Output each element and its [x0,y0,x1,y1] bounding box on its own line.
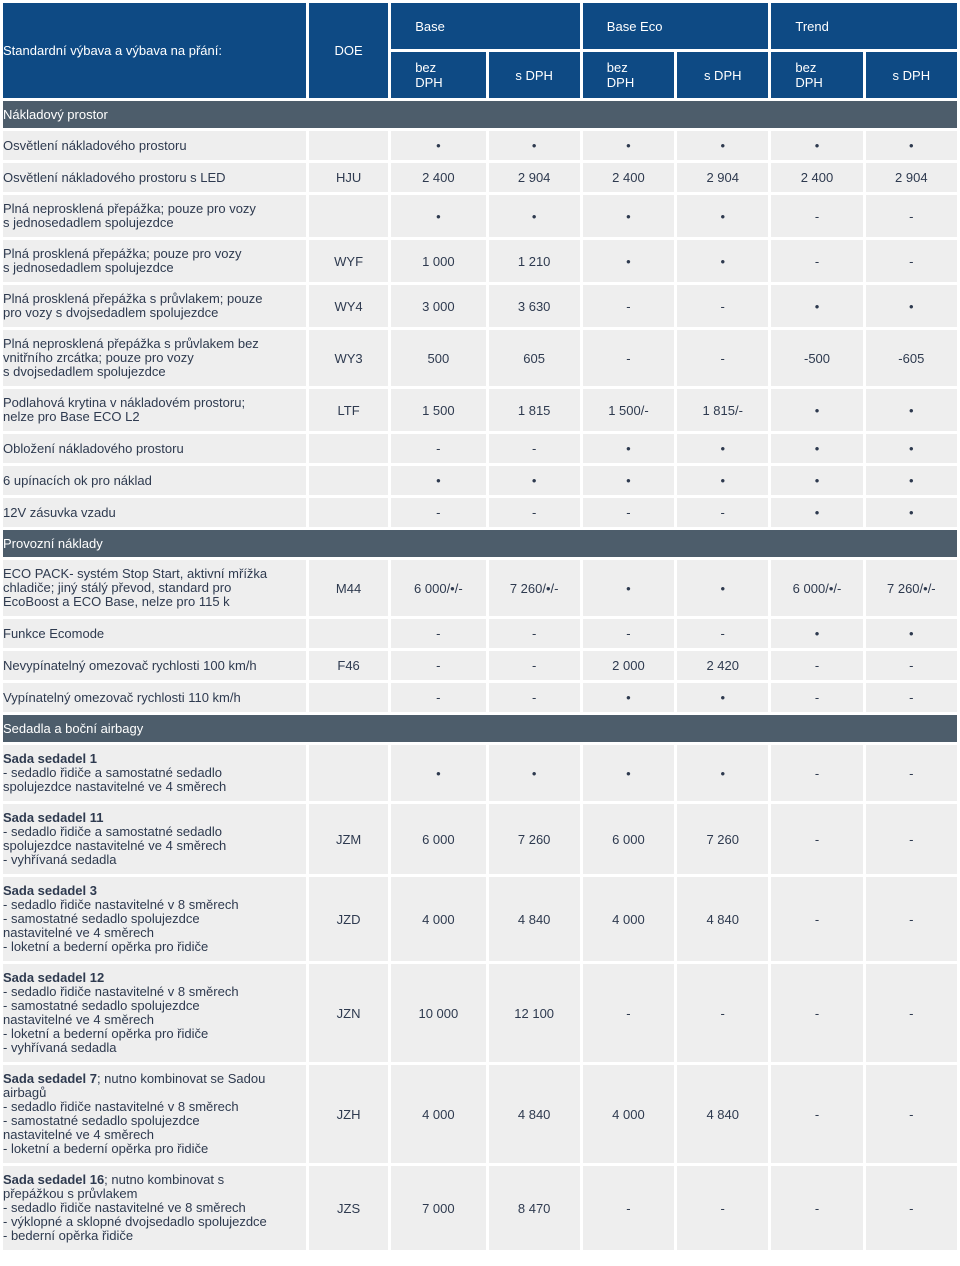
price-cell: • [771,434,862,463]
seat-pack-note: ; nutno kombinovat se Sadou [96,1071,266,1086]
price-cell: • [391,131,485,160]
feature-label-line: - sedadlo řidiče nastavitelné v 8 směrech [3,897,239,912]
price-cell: • [583,745,674,801]
price-cell: - [866,877,957,961]
feature-label [3,1065,306,1163]
price-cell: 4 000 [391,877,485,961]
price-cell: 500 [391,330,485,386]
feature-label-line: - loketní a bederní opěrka pro řidiče [3,1141,209,1156]
feature-label [3,619,306,648]
feature-label-line: Plná prosklená přepážka s průvlakem; pouze [3,291,263,306]
doe-code: JZM [309,804,388,874]
price-cell: - [866,683,957,712]
doe-code: HJU [309,163,388,192]
price-cell: 1 815/- [677,389,768,431]
price-cell: 2 904 [866,163,957,192]
price-cell: • [771,285,862,327]
feature-label [3,804,306,874]
feature-label-line: pro vozy s dvojsedadlem spolujezdce [3,305,219,320]
feature-label-line: - sedadlo řidiče a samostatné sedadlo [3,824,222,839]
feature-label [3,163,306,192]
feature-label-line: s jednosedadlem spolujezdce [3,260,174,275]
price-cell: - [583,619,674,648]
feature-label-line: Podlahová krytina v nákladovém prostoru; [3,395,246,410]
price-cell: - [677,498,768,527]
feature-label [3,240,306,282]
price-cell: - [866,195,957,237]
doe-code [309,466,388,495]
price-cell: • [771,498,862,527]
feature-label-line: nelze pro Base ECO L2 [3,409,140,424]
price-cell: 6 000 [583,804,674,874]
feature-label-line: - vyhřívaná sedadla [3,1040,117,1055]
feature-label-line: - sedadlo řidiče nastavitelné ve 8 směrech [3,1200,246,1215]
feature-label [3,1166,306,1250]
price-cell: • [677,560,768,616]
table-row [3,964,957,1062]
price-cell: - [391,651,485,680]
group-header-base-eco: Base Eco [583,3,769,49]
seat-pack-heading [3,884,306,898]
seat-pack-heading [3,1173,306,1187]
feature-label-line: přepážkou s průvlakem [3,1186,138,1201]
doe-code: WY4 [309,285,388,327]
price-cell: - [866,651,957,680]
price-cell: • [391,745,485,801]
price-cell: - [677,285,768,327]
price-cell: • [866,285,957,327]
table-row [3,466,957,495]
s-dph-header: s DPH [677,52,768,98]
price-cell: 2 420 [677,651,768,680]
feature-label [3,131,306,160]
price-cell: 2 400 [583,163,674,192]
table-row [3,389,957,431]
feature-label-line: - sedadlo řidiče nastavitelné v 8 směrech [3,1099,239,1114]
doe-code: JZD [309,877,388,961]
price-cell: - [489,651,580,680]
table-row [3,240,957,282]
feature-label-line: Nevypínatelný omezovač rychlosti 100 km/h [3,657,257,673]
table-body [3,101,957,1250]
section-title: Nákladový prostor [3,101,957,128]
price-cell: 7 260 [489,804,580,874]
price-cell: 1 500/- [583,389,674,431]
price-cell: 605 [489,330,580,386]
price-cell: 2 904 [677,163,768,192]
price-cell: 10 000 [391,964,485,1062]
price-cell: - [771,240,862,282]
price-cell: - [771,651,862,680]
price-cell: 2 904 [489,163,580,192]
feature-label [3,389,306,431]
feature-label-line: ECO PACK- systém Stop Start, aktivní mřížka [3,566,268,581]
price-cell: - [771,964,862,1062]
price-cell: 1 000 [391,240,485,282]
feature-label-line: Osvětlení nákladového prostoru [3,137,187,153]
group-header-base: Base [391,3,580,49]
feature-label-line: 6 upínacích ok pro náklad [3,472,152,488]
section-header-row [3,101,957,128]
doe-code [309,434,388,463]
doe-code: JZN [309,964,388,1062]
price-cell: • [771,389,862,431]
price-cell: 12 100 [489,964,580,1062]
price-cell: • [583,683,674,712]
price-cell: 6 000 [391,804,485,874]
table-row [3,1166,957,1250]
table-row [3,163,957,192]
table-row [3,619,957,648]
feature-label-line: - výklopné a sklopné dvojsedadlo spolujezdce [3,1214,267,1229]
table-row [3,683,957,712]
feature-label-line: s jednosedadlem spolujezdce [3,215,174,230]
feature-label [3,466,306,495]
price-cell: - [866,1166,957,1250]
price-cell: - [771,195,862,237]
s-dph-header: s DPH [866,52,957,98]
feature-label-line: - samostatné sedadlo spolujezdce [3,911,200,926]
seat-pack-note: ; nutno kombinovat s [104,1172,225,1187]
feature-label [3,195,306,237]
price-cell: - [583,330,674,386]
price-cell: - [866,240,957,282]
price-cell: • [866,619,957,648]
bez-dph-header: bez DPH [771,52,862,98]
feature-label-line: Plná prosklená přepážka; pouze pro vozy [3,246,242,261]
feature-label [3,877,306,961]
table-row [3,131,957,160]
price-cell: - [489,683,580,712]
price-cell: 4 000 [391,1065,485,1163]
price-cell: - [866,1065,957,1163]
price-cell: - [583,1166,674,1250]
doe-code: WYF [309,240,388,282]
price-cell: 3 630 [489,285,580,327]
doe-code [309,683,388,712]
section-title: Sedadla a boční airbagy [3,715,957,742]
price-cell: • [391,466,485,495]
bez-dph-header: bez DPH [583,52,674,98]
table-row [3,745,957,801]
seat-pack-heading [3,971,306,985]
price-cell: - [583,498,674,527]
seat-pack-heading [3,811,306,825]
feature-label-line: - samostatné sedadlo spolujezdce [3,998,200,1013]
price-cell: 2 400 [771,163,862,192]
price-cell: 4 840 [489,877,580,961]
price-cell: 1 500 [391,389,485,431]
price-cell: 2 400 [391,163,485,192]
seat-pack-heading [3,752,306,766]
section-header-row [3,530,957,557]
seat-pack-name: Sada sedadel 3 [3,883,97,898]
price-cell: 4 000 [583,877,674,961]
table-row [3,434,957,463]
feature-label-line: - loketní a bederní opěrka pro řidiče [3,939,209,954]
price-cell: - [489,498,580,527]
seat-pack-name: Sada sedadel 7 [3,1071,97,1086]
doe-code: JZH [309,1065,388,1163]
price-cell: -605 [866,330,957,386]
price-cell: • [489,195,580,237]
feature-label-line: - samostatné sedadlo spolujezdce [3,1113,200,1128]
table-row [3,285,957,327]
price-cell: • [677,745,768,801]
doe-code [309,745,388,801]
price-cell: - [677,1166,768,1250]
price-cell: - [771,804,862,874]
price-cell: 3 000 [391,285,485,327]
doe-code: WY3 [309,330,388,386]
price-cell: • [771,466,862,495]
feature-label [3,745,306,801]
price-cell: 8 470 [489,1166,580,1250]
table-row [3,498,957,527]
price-cell: - [677,330,768,386]
price-cell: • [489,131,580,160]
feature-label-line: Vypínatelný omezovač rychlosti 110 km/h [3,689,241,705]
seat-pack-heading [3,1072,306,1086]
price-cell: • [583,434,674,463]
feature-label-line: nastavitelné ve 4 směrech [3,925,155,940]
feature-label [3,651,306,680]
feature-label-line: nastavitelné ve 4 směrech [3,1012,155,1027]
price-cell: 7 000 [391,1166,485,1250]
table-row [3,804,957,874]
price-cell: - [866,804,957,874]
price-cell: • [866,498,957,527]
table-row [3,560,957,616]
feature-label-line: nastavitelné ve 4 směrech [3,1127,155,1142]
feature-label-line: Obložení nákladového prostoru [3,440,184,456]
price-cell: 1 210 [489,240,580,282]
price-cell: 4 840 [677,877,768,961]
price-cell: 7 260/•/- [866,560,957,616]
price-cell: • [583,466,674,495]
price-cell: • [583,195,674,237]
feature-label-line: s dvojsedadlem spolujezdce [3,364,166,379]
price-cell: • [391,195,485,237]
price-cell: - [391,619,485,648]
price-cell: • [677,131,768,160]
feature-label-line: spolujezdce nastavitelné ve 4 směrech [3,838,227,853]
seat-pack-name: Sada sedadel 1 [3,751,97,766]
price-cell: 6 000/•/- [391,560,485,616]
price-cell: • [677,683,768,712]
price-cell: - [866,745,957,801]
price-cell: - [583,964,674,1062]
section-header-row [3,715,957,742]
price-cell: - [771,1166,862,1250]
price-cell: - [677,619,768,648]
feature-label-line: Funkce Ecomode [3,625,105,641]
price-cell: - [391,683,485,712]
price-cell: - [771,683,862,712]
doe-code: M44 [309,560,388,616]
price-cell: 7 260 [677,804,768,874]
price-cell: • [866,389,957,431]
price-cell: • [677,240,768,282]
price-cell: 4 840 [677,1065,768,1163]
bez-dph-header: bez DPH [391,52,485,98]
feature-label-line: - loketní a bederní opěrka pro řidiče [3,1026,209,1041]
doe-column-header: DOE [309,3,388,98]
table-row [3,651,957,680]
price-cell: 4 840 [489,1065,580,1163]
feature-label [3,683,306,712]
feature-label [3,964,306,1062]
feature-label [3,330,306,386]
price-cell: - [771,1065,862,1163]
price-cell: - [583,285,674,327]
feature-label-line: airbagů [3,1085,47,1100]
table-row [3,1065,957,1163]
price-cell: • [489,466,580,495]
s-dph-header: s DPH [489,52,580,98]
price-cell: • [677,434,768,463]
doe-code [309,131,388,160]
feature-label-line: spolujezdce nastavitelné ve 4 směrech [3,779,227,794]
price-cell: • [583,131,674,160]
feature-label-line: - bederní opěrka řidiče [3,1228,134,1243]
price-cell: 4 000 [583,1065,674,1163]
feature-label-line: vnitřního zrcátka; pouze pro vozy [3,350,194,365]
feature-label [3,560,306,616]
doe-code: LTF [309,389,388,431]
feature-label-line: Plná neprosklená přepážka s průvlakem bez [3,336,259,351]
table-title: Standardní výbava a výbava na přání: [3,3,306,98]
price-cell: • [866,131,957,160]
table-row [3,877,957,961]
price-cell: - [677,964,768,1062]
table-row [3,195,957,237]
section-title: Provozní náklady [3,530,957,557]
price-cell: - [771,745,862,801]
doe-code [309,498,388,527]
seat-pack-name: Sada sedadel 12 [3,970,105,985]
feature-label [3,285,306,327]
feature-label [3,498,306,527]
seat-pack-name: Sada sedadel 11 [3,810,104,825]
doe-code [309,619,388,648]
doe-code [309,195,388,237]
seat-pack-name: Sada sedadel 16 [3,1172,105,1187]
price-cell: • [677,195,768,237]
price-cell: 6 000/•/- [771,560,862,616]
table-row [3,330,957,386]
price-cell: -500 [771,330,862,386]
price-cell: 2 000 [583,651,674,680]
price-cell: • [771,131,862,160]
price-cell: • [771,619,862,648]
price-cell: - [391,498,485,527]
price-cell: - [391,434,485,463]
price-cell: • [583,240,674,282]
feature-label-line: - sedadlo řidiče nastavitelné v 8 směrech [3,984,239,999]
price-cell: • [866,466,957,495]
feature-label-line: - sedadlo řidiče a samostatné sedadlo [3,765,222,780]
feature-label-line: chladiče; jiný stálý převod, standard pro [3,580,232,595]
group-header-trend: Trend [771,3,957,49]
doe-code: F46 [309,651,388,680]
price-cell: - [771,877,862,961]
price-cell: • [677,466,768,495]
price-cell: 7 260/•/- [489,560,580,616]
price-cell: - [489,619,580,648]
price-cell: • [489,745,580,801]
price-cell: 1 815 [489,389,580,431]
feature-label-line: Osvětlení nákladového prostoru s LED [3,169,226,185]
feature-label-line: EcoBoost a ECO Base, nelze pro 115 k [3,594,230,609]
price-cell: • [866,434,957,463]
feature-label-line: Plná neprosklená přepážka; pouze pro vozy [3,201,256,216]
price-cell: • [583,560,674,616]
doe-code: JZS [309,1166,388,1250]
price-cell: - [866,964,957,1062]
feature-label-line: - vyhřívaná sedadla [3,852,117,867]
feature-label-line: 12V zásuvka vzadu [3,504,116,520]
feature-label [3,434,306,463]
price-cell: - [489,434,580,463]
